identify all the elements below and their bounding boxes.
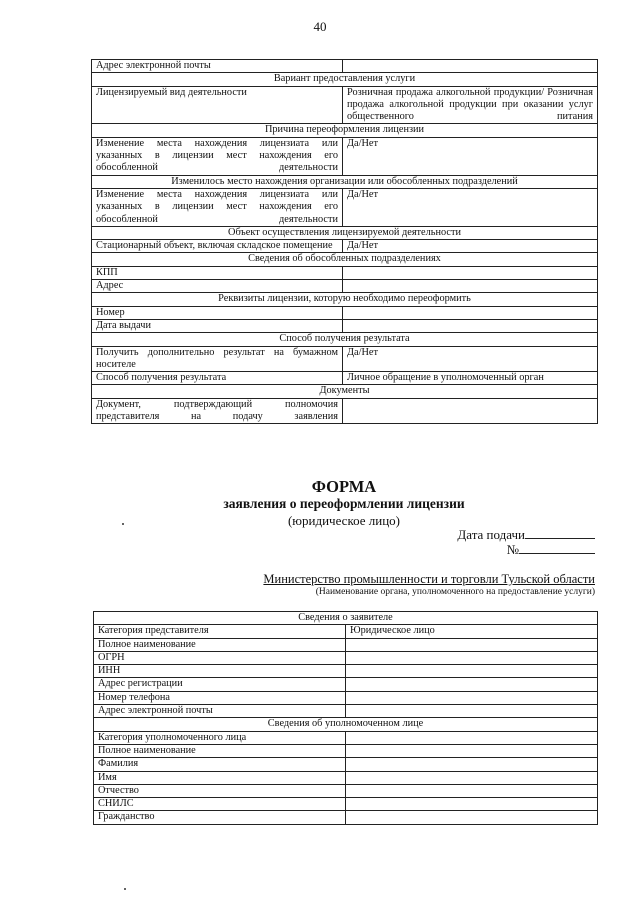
table-row <box>92 306 598 319</box>
section-header-row <box>94 718 598 731</box>
table-row <box>94 691 598 704</box>
table-row <box>94 625 598 638</box>
table-row <box>92 346 598 372</box>
table-row <box>94 744 598 757</box>
section-header: Сведения об обособленных подразделениях <box>92 253 598 266</box>
field-label: Номер телефона <box>94 691 346 704</box>
application-number-line <box>507 542 595 558</box>
section-header: Реквизиты лицензии, которую необходимо переоформить <box>92 293 598 306</box>
field-value[interactable]: Да/Нет <box>343 240 598 253</box>
field-value[interactable] <box>346 758 598 771</box>
form-subtitle: заявления о переоформлении лицензии <box>223 496 465 511</box>
applicant-info-table <box>93 611 598 825</box>
table-row <box>94 665 598 678</box>
field-value[interactable]: Да/Нет <box>343 137 598 175</box>
table-row <box>94 784 598 797</box>
field-label: Категория уполномоченного лица <box>94 731 346 744</box>
authority-name-caption: (Наименование органа, уполномоченного на предоставление услуги) <box>315 587 595 597</box>
section-header: Вариант предоставления услуги <box>92 73 598 86</box>
section-header: Способ получения результата <box>92 333 598 346</box>
field-value[interactable]: Да/Нет <box>343 188 598 226</box>
table-row <box>92 86 598 124</box>
field-label: Гражданство <box>94 811 346 824</box>
table-row <box>94 771 598 784</box>
field-label: Адрес регистрации <box>94 678 346 691</box>
table-row <box>94 638 598 651</box>
field-value[interactable] <box>346 811 598 824</box>
field-value[interactable] <box>343 280 598 293</box>
section-header: Причина переоформления лицензии <box>92 124 598 137</box>
section-header: Объект осуществления лицензируемой деятельности <box>92 226 598 239</box>
section-header-row <box>92 253 598 266</box>
table-row <box>94 798 598 811</box>
field-value[interactable] <box>343 306 598 319</box>
licensing-details-body <box>92 60 598 424</box>
field-value[interactable] <box>346 665 598 678</box>
table-row <box>92 319 598 332</box>
field-label: ОГРН <box>94 651 346 664</box>
field-value[interactable] <box>346 784 598 797</box>
section-header: Документы <box>92 385 598 398</box>
table-row <box>92 280 598 293</box>
field-label: Лицензируемый вид деятельности <box>92 86 343 124</box>
field-value[interactable] <box>343 319 598 332</box>
section-header-row <box>92 124 598 137</box>
section-header-row <box>92 333 598 346</box>
field-value[interactable]: Юридическое лицо <box>346 625 598 638</box>
field-label: Изменение места нахождения лицензиата или указанных в лицензии мест нахождения его обособленной деятельности <box>92 137 343 175</box>
field-label: Номер <box>92 306 343 319</box>
application-number-field[interactable] <box>519 542 595 554</box>
section-header-row <box>92 73 598 86</box>
field-label: Документ, подтверждающий полномочия представителя на подачу заявления <box>92 398 343 424</box>
field-label: Изменение места нахождения лицензиата или указанных в лицензии мест нахождения его обособленной деятельности <box>92 188 343 226</box>
field-label: Способ получения результата <box>92 372 343 385</box>
table-row <box>92 266 598 279</box>
section-header-row <box>92 293 598 306</box>
table-row <box>92 372 598 385</box>
application-number-label: № <box>506 542 519 557</box>
table-row <box>94 731 598 744</box>
table-row <box>94 705 598 718</box>
field-label: Адрес электронной почты <box>92 60 343 73</box>
table-row <box>94 758 598 771</box>
page-number: 40 <box>313 19 327 34</box>
field-label: Адрес электронной почты <box>94 705 346 718</box>
field-label: Адрес <box>92 280 343 293</box>
field-label: Стационарный объект, включая складское помещение <box>92 240 343 253</box>
field-label: Дата выдачи <box>92 319 343 332</box>
table-row <box>94 651 598 664</box>
section-header: Сведения об уполномоченном лице <box>94 718 598 731</box>
field-label: Отчество <box>94 784 346 797</box>
field-label: Имя <box>94 771 346 784</box>
authority-name: Министерство промышленности и торговли Тульской области <box>263 572 595 586</box>
applicant-type-note: (юридическое лицо) <box>287 513 401 528</box>
field-value[interactable] <box>346 651 598 664</box>
table-row <box>92 398 598 424</box>
table-row <box>92 240 598 253</box>
licensing-details-table <box>91 59 598 424</box>
scan-speck <box>124 888 126 890</box>
section-header-row <box>92 175 598 188</box>
field-value[interactable] <box>343 398 598 424</box>
applicant-info-body <box>94 612 598 825</box>
submission-date-line <box>457 527 595 543</box>
form-title: ФОРМА <box>311 477 377 496</box>
section-header-row <box>92 226 598 239</box>
field-value[interactable] <box>346 771 598 784</box>
table-row <box>92 60 598 73</box>
table-row <box>92 137 598 175</box>
section-header-row <box>92 385 598 398</box>
field-value[interactable] <box>346 638 598 651</box>
field-value[interactable]: Личное обращение в уполномоченный орган <box>343 372 598 385</box>
field-label: Фамилия <box>94 758 346 771</box>
field-value[interactable] <box>346 798 598 811</box>
section-header: Изменилось место нахождения организации или обособленных подразделений <box>92 175 598 188</box>
field-label: ИНН <box>94 665 346 678</box>
field-label: Получить дополнительно результат на бумажном носителе <box>92 346 343 372</box>
table-row <box>94 678 598 691</box>
field-label: КПП <box>92 266 343 279</box>
field-label: Категория представителя <box>94 625 346 638</box>
scan-speck <box>122 523 124 525</box>
field-label: СНИЛС <box>94 798 346 811</box>
section-header-row <box>94 612 598 625</box>
submission-date-field[interactable] <box>525 527 595 539</box>
field-value[interactable] <box>343 266 598 279</box>
field-label: Полное наименование <box>94 638 346 651</box>
field-value[interactable] <box>346 691 598 704</box>
field-label: Полное наименование <box>94 744 346 757</box>
table-row <box>92 188 598 226</box>
submission-date-label: Дата подачи <box>457 527 525 542</box>
field-value[interactable]: Да/Нет <box>343 346 598 372</box>
field-value[interactable] <box>343 60 598 73</box>
table-row <box>94 811 598 824</box>
field-value[interactable] <box>346 744 598 757</box>
field-value[interactable] <box>346 731 598 744</box>
section-header: Сведения о заявителе <box>94 612 598 625</box>
field-value[interactable] <box>346 678 598 691</box>
field-value[interactable] <box>346 705 598 718</box>
field-value[interactable]: Розничная продажа алкогольной продукции/ Розничная продажа алкогольной продукции при оказании услуг общественного питания <box>343 86 598 124</box>
